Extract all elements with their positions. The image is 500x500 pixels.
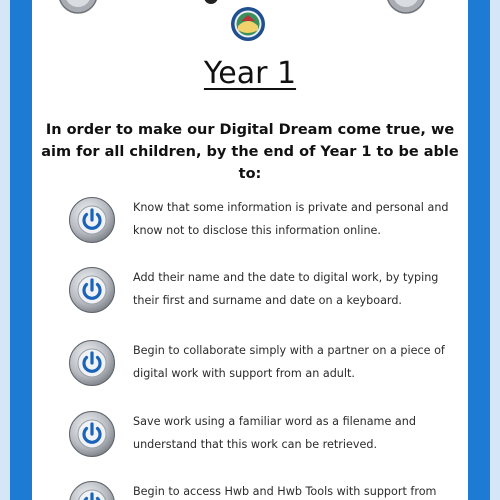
item-text: Begin to access Hwb and Hwb Tools with support from	[133, 485, 437, 498]
power-button-icon	[58, 0, 98, 14]
power-button-icon	[68, 196, 116, 244]
list-item	[68, 196, 448, 252]
power-button-icon	[386, 0, 426, 14]
cropped-heading-fragment	[204, 0, 218, 4]
power-button-icon	[68, 339, 116, 387]
item-text: Know that some information is private and personal and know not to disclose this information online.	[133, 201, 449, 237]
school-crest-logo	[230, 6, 266, 42]
item-text: Save work using a familiar word as a filename and understand that this work can be retrieved.	[133, 415, 416, 451]
page-title-text: Year 1	[203, 56, 297, 91]
power-button-icon	[68, 480, 116, 500]
list-item	[68, 339, 448, 395]
power-button-icon	[68, 410, 116, 458]
page-title	[0, 56, 500, 91]
item-text: Begin to collaborate simply with a partner on a piece of digital work with support from an adult.	[133, 344, 445, 380]
intro-text: In order to make our Digital Dream come true, we aim for all children, by the end of Year 1 to be able to:	[41, 122, 459, 182]
list-item	[68, 480, 448, 500]
list-item	[68, 266, 448, 322]
item-text: Add their name and the date to digital work, by typing their first and surname and date on a keyboard.	[133, 271, 439, 307]
list-item	[68, 410, 448, 466]
power-button-icon	[68, 266, 116, 314]
